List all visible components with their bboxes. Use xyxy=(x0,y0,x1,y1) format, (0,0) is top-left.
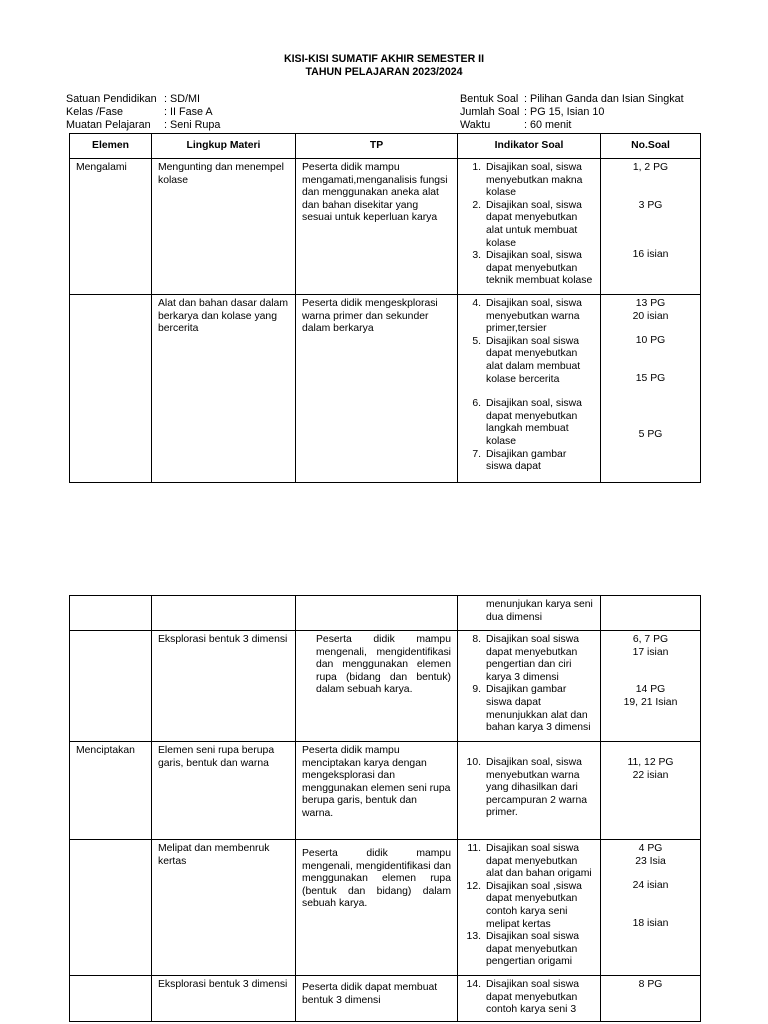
cell-indikator xyxy=(458,159,601,295)
cell-elemen xyxy=(70,840,152,976)
cell-tp: Peserta didik mampu menciptakan karya dengan mengeksplorasi dan menggunakan elemen seni rupa berupa garis, bentuk dan warna. xyxy=(296,742,458,840)
table-row xyxy=(70,976,701,1022)
no-soal-value: 17 isian xyxy=(632,646,669,658)
cell-no-soal xyxy=(601,295,701,483)
cell-elemen: Mengalami xyxy=(70,159,152,295)
cell-no-soal xyxy=(601,596,701,631)
table-row xyxy=(70,295,701,483)
cell-no-soal xyxy=(601,976,701,1022)
meta-left xyxy=(66,93,220,132)
cell-no-soal xyxy=(601,840,701,976)
cell-elemen xyxy=(70,631,152,742)
cell-materi: Eksplorasi bentuk 3 dimensi xyxy=(152,631,296,742)
kisi-table-page1 xyxy=(69,133,701,483)
no-soal-value: 15 PG xyxy=(635,372,666,384)
indikator-item: 1. Disajikan soal, siswa menyebutkan makna kolase xyxy=(472,162,583,199)
indikator-item: 10. Disajikan soal, siswa menyebutkan warna yang dihasilkan dari percampuran 2 warna primer. xyxy=(466,757,588,819)
table-row xyxy=(70,631,701,742)
no-soal-value: 18 isian xyxy=(632,917,669,929)
indikator-item: 9. Disajikan gambar siswa dapat menunjukkan alat dan bahan karya 3 dimensi xyxy=(472,684,591,734)
cell-elemen xyxy=(70,295,152,483)
cell-materi xyxy=(152,596,296,631)
meta-bentuk: Bentuk Soal : Pilihan Ganda dan Isian Singkat xyxy=(460,93,684,105)
no-soal-value: 1, 2 PG xyxy=(632,162,669,173)
cell-no-soal xyxy=(601,742,701,840)
cell-no-soal xyxy=(601,631,701,742)
meta-waktu: Waktu : 60 menit xyxy=(460,119,572,131)
no-soal-value: 22 isian xyxy=(632,769,669,781)
indikator-item: 7. Disajikan gambar siswa dapat xyxy=(472,448,567,473)
header-lingkup-materi: Lingkup Materi xyxy=(152,134,296,159)
header-tp: TP xyxy=(296,134,458,159)
cell-elemen: Menciptakan xyxy=(70,742,152,840)
no-soal-value: 5 PG xyxy=(638,429,663,441)
indikator-item: 8. Disajikan soal siswa dapat menyebutkan pengertian dan ciri karya 3 dimensi xyxy=(472,634,579,683)
no-soal-value: 8 PG xyxy=(638,979,663,990)
indikator-item: 11. Disajikan soal siswa dapat menyebutkan alat dan bahan origami xyxy=(467,843,592,880)
no-soal-value: 10 PG xyxy=(635,335,666,347)
indikator-item: 14. Disajikan soal siswa dapat menyebutkan contoh karya seni 3 xyxy=(466,979,579,1016)
cell-materi: Mengunting dan menempel kolase xyxy=(152,159,296,295)
cell-tp: Peserta didik mampu mengamati,menganalisis fungsi dan menggunakan aneka alat dan bahan disekitar yang sesuai untuk keperluan karya xyxy=(296,159,458,295)
meta-muatan: Muatan Pelajaran : Seni Rupa xyxy=(66,119,221,131)
table-row xyxy=(70,159,701,295)
table-row xyxy=(70,742,701,840)
cell-elemen xyxy=(70,976,152,1022)
cell-materi: Elemen seni rupa berupa garis, bentuk dan warna xyxy=(152,742,296,840)
no-soal-value: 24 isian xyxy=(632,880,669,892)
no-soal-value: 4 PG xyxy=(638,843,663,854)
cell-tp xyxy=(296,596,458,631)
indikator-item: 2. Disajikan soal, siswa dapat menyebutkan alat untuk membuat kolase xyxy=(472,199,582,249)
cell-tp: Peserta didik mampu mengenali, mengidentifikasi dan menggunakan elemen rupa (bentuk dan bidang) dalam sebuah karya. xyxy=(296,840,458,976)
cell-indikator xyxy=(458,742,601,840)
indikator-item: 13. Disajikan soal siswa dapat menyebutkan pengertian origami xyxy=(466,931,579,968)
meta-jumlah: Jumlah Soal : PG 15, Isian 10 xyxy=(460,106,605,118)
document-subtitle: TAHUN PELAJARAN 2023/2024 xyxy=(305,66,463,78)
indikator-item: 12. Disajikan soal ,siswa dapat menyebutkan contoh karya seni melipat kertas xyxy=(466,880,582,930)
cell-tp: Peserta didik mengeskplorasi warna primer dan sekunder dalam berkarya xyxy=(296,295,458,483)
header-indikator-soal: Indikator Soal xyxy=(458,134,601,159)
cell-indikator xyxy=(458,840,601,976)
cell-materi: Alat dan bahan dasar dalam berkarya dan kolase yang bercerita xyxy=(152,295,296,483)
table-row xyxy=(70,596,701,631)
no-soal-value: 23 Isia xyxy=(635,855,666,867)
no-soal-value: 16 isian xyxy=(632,249,669,261)
no-soal-value: 14 PG xyxy=(635,684,666,696)
no-soal-value: 13 PG xyxy=(635,298,666,309)
kisi-table-page2 xyxy=(69,595,701,1022)
meta-right xyxy=(460,93,684,132)
indikator-item: menunjukan karya seni dua dimensi xyxy=(486,599,593,623)
indikator-item: 4. Disajikan soal, siswa menyebutkan warna primer,tersier xyxy=(472,298,582,335)
cell-indikator xyxy=(458,976,601,1022)
cell-tp: Peserta didik dapat membuat bentuk 3 dimensi xyxy=(296,976,458,1022)
no-soal-value: 6, 7 PG xyxy=(632,634,669,645)
no-soal-value: 20 isian xyxy=(632,310,669,322)
no-soal-value: 19, 21 Isian xyxy=(623,696,678,708)
header-elemen: Elemen xyxy=(70,134,152,159)
table-header-row xyxy=(70,134,701,159)
header-no-soal: No.Soal xyxy=(601,134,701,159)
cell-elemen xyxy=(70,596,152,631)
cell-indikator xyxy=(458,631,601,742)
cell-materi: Melipat dan membenruk kertas xyxy=(152,840,296,976)
meta-kelas: Kelas /Fase : II Fase A xyxy=(66,106,213,118)
no-soal-value: 3 PG xyxy=(638,199,663,211)
cell-tp: Peserta didik mampu mengenali, mengidentifikasi dan menggunakan elemen rupa (bidang dan bentuk) dalam sebuah karya. xyxy=(296,631,458,742)
cell-no-soal xyxy=(601,159,701,295)
cell-indikator xyxy=(458,295,601,483)
indikator-item: 6. Disajikan soal, siswa dapat menyebutkan langkah membuat kolase xyxy=(472,398,582,447)
meta-satuan: Satuan Pendidikan : SD/MI xyxy=(66,93,200,105)
indikator-item: 3. Disajikan soal, siswa dapat menyebutkan teknik membuat kolase xyxy=(472,250,593,287)
cell-indikator xyxy=(458,596,601,631)
no-soal-value: 11, 12 PG xyxy=(627,757,674,768)
table-row xyxy=(70,840,701,976)
indikator-item: 5. Disajikan soal siswa dapat menyebutkan alat dalam membuat kolase bercerita xyxy=(472,335,581,385)
document-title: KISI-KISI SUMATIF AKHIR SEMESTER II xyxy=(283,53,485,65)
cell-materi: Eksplorasi bentuk 3 dimensi xyxy=(152,976,296,1022)
